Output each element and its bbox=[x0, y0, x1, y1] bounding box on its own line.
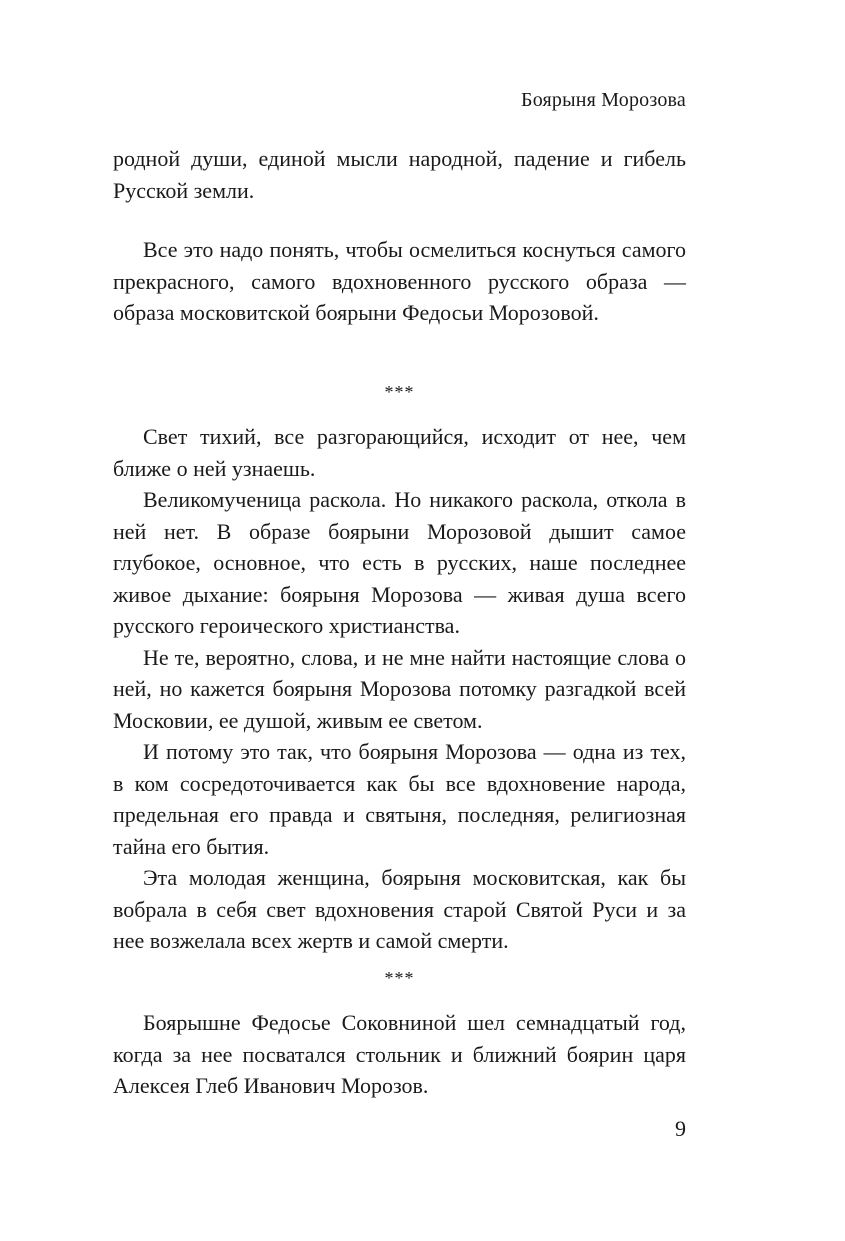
text-section-main bbox=[113, 421, 686, 957]
paragraph: Все это надо понять, чтобы осмелиться коснуться самого прекрасного, самого вдохновенного русского образа — образа московитской боярыни Федосьи Морозовой. bbox=[113, 237, 686, 325]
paragraph: Эта молодая женщина, боярыня московитская, как бы вобрала в себя свет вдохновения старой Святой Руси и за нее возжелала всех жертв и самой смерти. bbox=[113, 865, 686, 953]
running-header: Боярыня Морозова bbox=[521, 89, 686, 111]
paragraph: Великомученица раскола. Но никакого раскола, откола в ней нет. В образе боярыни Морозовой дышит самое глубокое, основное, что есть в русских, наше последнее живое дыхание: боярыня Морозова — живая душа всего русского героического христианства. bbox=[113, 487, 686, 638]
paragraph: И потому это так, что боярыня Морозова — одна из тех, в ком сосредоточивается как бы все вдохновение народа, предельная его правда и святыня, последняя, религиозная тайна его бытия. bbox=[113, 739, 686, 859]
text-section-final bbox=[113, 1007, 686, 1102]
paragraph: Свет тихий, все разгорающийся, исходит от нее, чем ближе о ней узнаешь. bbox=[113, 424, 686, 481]
paragraph: Не те, вероятно, слова, и не мне найти настоящие слова о ней, но кажется боярыня Морозова потомку разгадкой всей Московии, ее душой, живым ее светом. bbox=[113, 644, 686, 733]
page-number: 9 bbox=[675, 1116, 686, 1141]
text-section-intro bbox=[113, 234, 686, 329]
text-section-continuation bbox=[113, 143, 686, 206]
paragraph: родной души, единой мысли народной, падение и гибель Русской земли. bbox=[113, 146, 686, 203]
paragraph: Боярышне Федосье Соковниной шел семнадцатый год, когда за нее посватался стольник и ближний боярин царя Алексея Глеб Иванович Морозов. bbox=[113, 1010, 686, 1098]
section-separator: *** bbox=[384, 968, 415, 988]
section-separator: *** bbox=[384, 382, 415, 402]
